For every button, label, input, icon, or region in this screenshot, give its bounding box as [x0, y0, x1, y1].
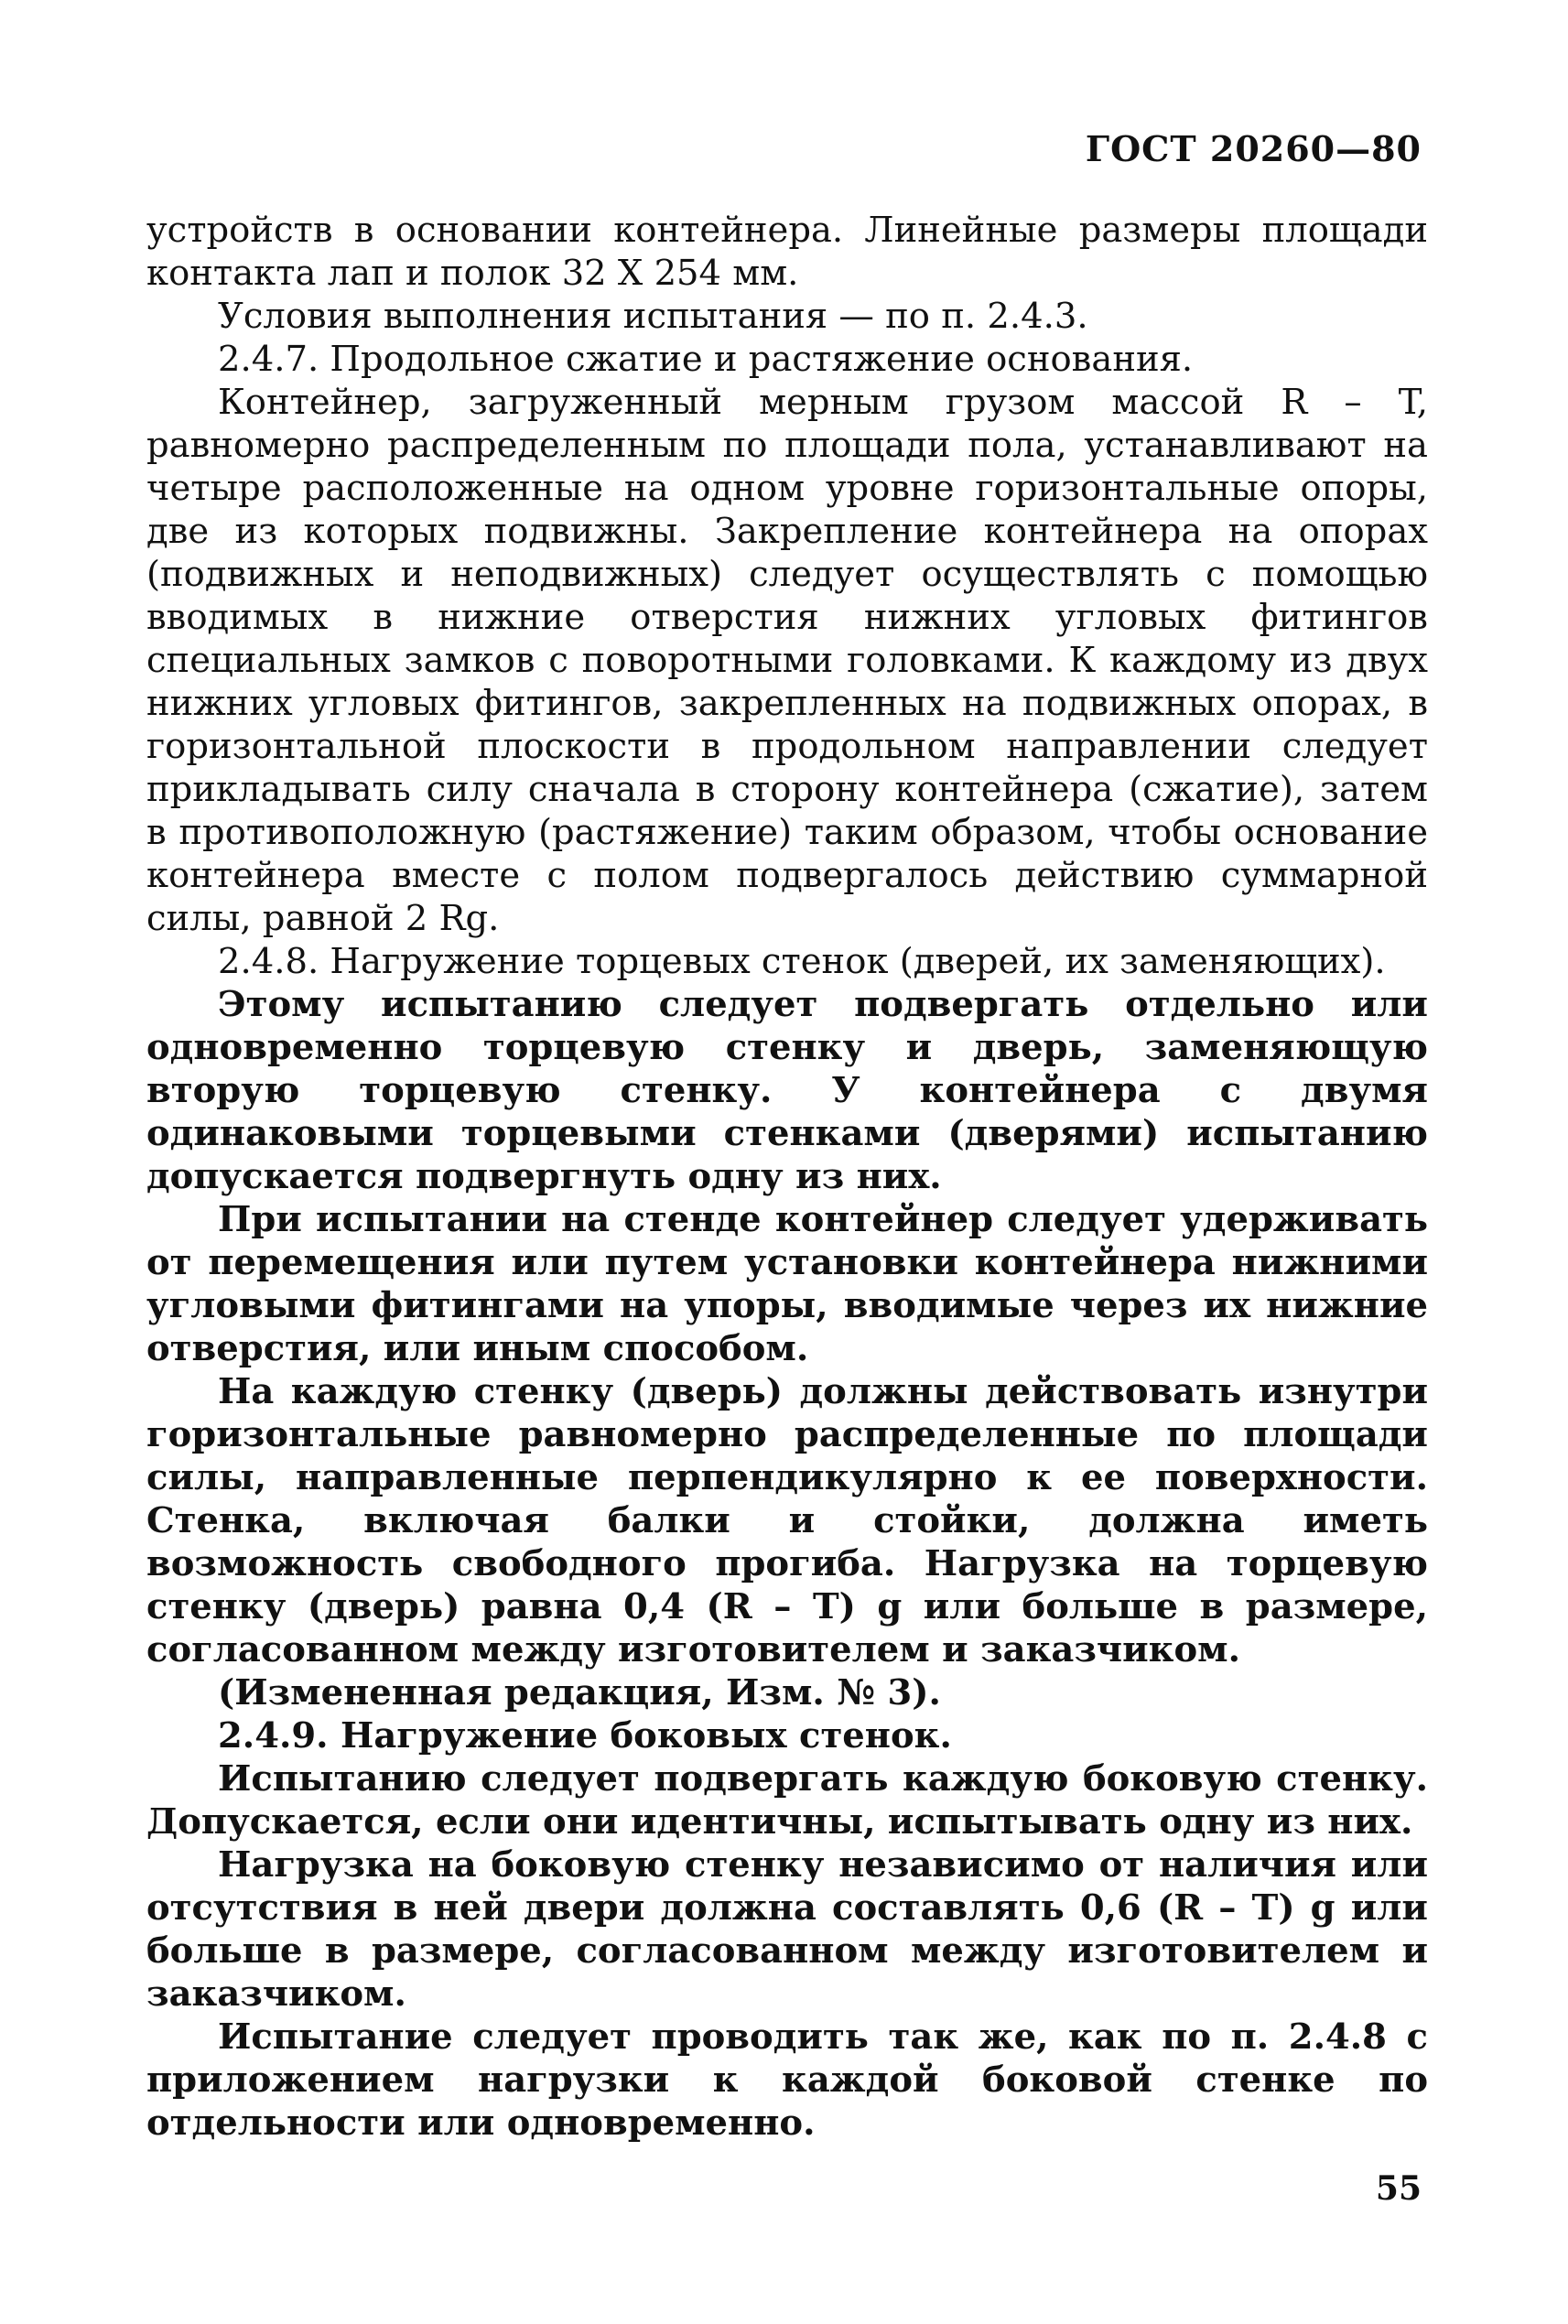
section-2-4-7-heading: 2.4.7. Продольное сжатие и растяжение основания. — [218, 339, 1194, 380]
paragraph-test-conditions: Условия выполнения испытания — по п. 2.4.3. — [218, 296, 1088, 337]
paragraph-continuation: устройств в основании контейнера. Линейные размеры площади контакта лап и полок 32 X 254 мм. — [146, 210, 1428, 294]
paragraph-end-wall-load: На каждую стенку (дверь) должны действовать изнутри горизонтальные равномерно распределенные по площади силы, направленные перпендикулярно к ее поверхности. Стенка, включая балки и стойки, должна иметь возможность свободного прогиба. Нагрузка на торцевую стенку (дверь) равна 0,4 (R – T) g или больше в размере, согласованном между изготовителем и заказчиком. — [146, 1371, 1428, 1670]
paragraph-side-wall-procedure: Испытание следует проводить так же, как по п. 2.4.8 с приложением нагрузки к каждой боковой стенке по отдельности или одновременно. — [146, 2016, 1428, 2144]
paragraph-longitudinal-compression: Контейнер, загруженный мерным грузом массой R – T, равномерно распределенным по площади пола, устанавливают на четыре расположенные на одном уровне горизонтальные опоры, две из которых подвижны. Закрепление контейнера на опорах (подвижных и неподвижных) следует осуществлять с помощью вводимых в нижние отверстия нижних угловых фитингов специальных замков с поворотными головками. К каждому из двух нижних угловых фитингов, закрепленных на подвижных опорах, в горизонтальной плоскости в продольном направлении следует прикладывать силу сначала в сторону контейнера (сжатие), затем в противоположную (растяжение) таким образом, чтобы основание контейнера вместе с полом подвергалось действию суммарной силы, равной 2 Rg. — [146, 382, 1428, 939]
section-2-4-9-heading: 2.4.9. Нагружение боковых стенок. — [218, 1715, 952, 1757]
paragraph-end-wall-test: Этому испытанию следует подвергать отдельно или одновременно торцевую стенку и дверь, заменяющую вторую торцевую стенку. У контейнера с двумя одинаковыми торцевыми стенками (дверями) испытанию допускается подвергнуть одну из них. — [146, 984, 1428, 1197]
section-2-4-8-heading: 2.4.8. Нагружение торцевых стенок (дверей, их заменяющих). — [218, 941, 1386, 982]
paragraph-bench-restraint: При испытании на стенде контейнер следует удерживать от перемещения или путем установки контейнера нижними угловыми фитингами на упоры, вводимые через их нижние отверстия, или иным способом. — [146, 1199, 1428, 1369]
paragraph-side-wall-load: Нагрузка на боковую стенку независимо от наличия или отсутствия в ней двери должна составлять 0,6 (R – T) g или больше в размере, согласованном между изготовителем и заказчиком. — [146, 1844, 1428, 2015]
page-number: 55 — [1375, 2169, 1422, 2208]
paragraph-side-wall-test: Испытанию следует подвергать каждую боковую стенку. Допускается, если они идентичны, испытывать одну из них. — [146, 1758, 1428, 1843]
document-header: ГОСТ 20260—80 — [1085, 128, 1422, 169]
paragraph-amendment-note: (Измененная редакция, Изм. № 3). — [218, 1672, 941, 1713]
document-body — [146, 209, 1428, 2145]
